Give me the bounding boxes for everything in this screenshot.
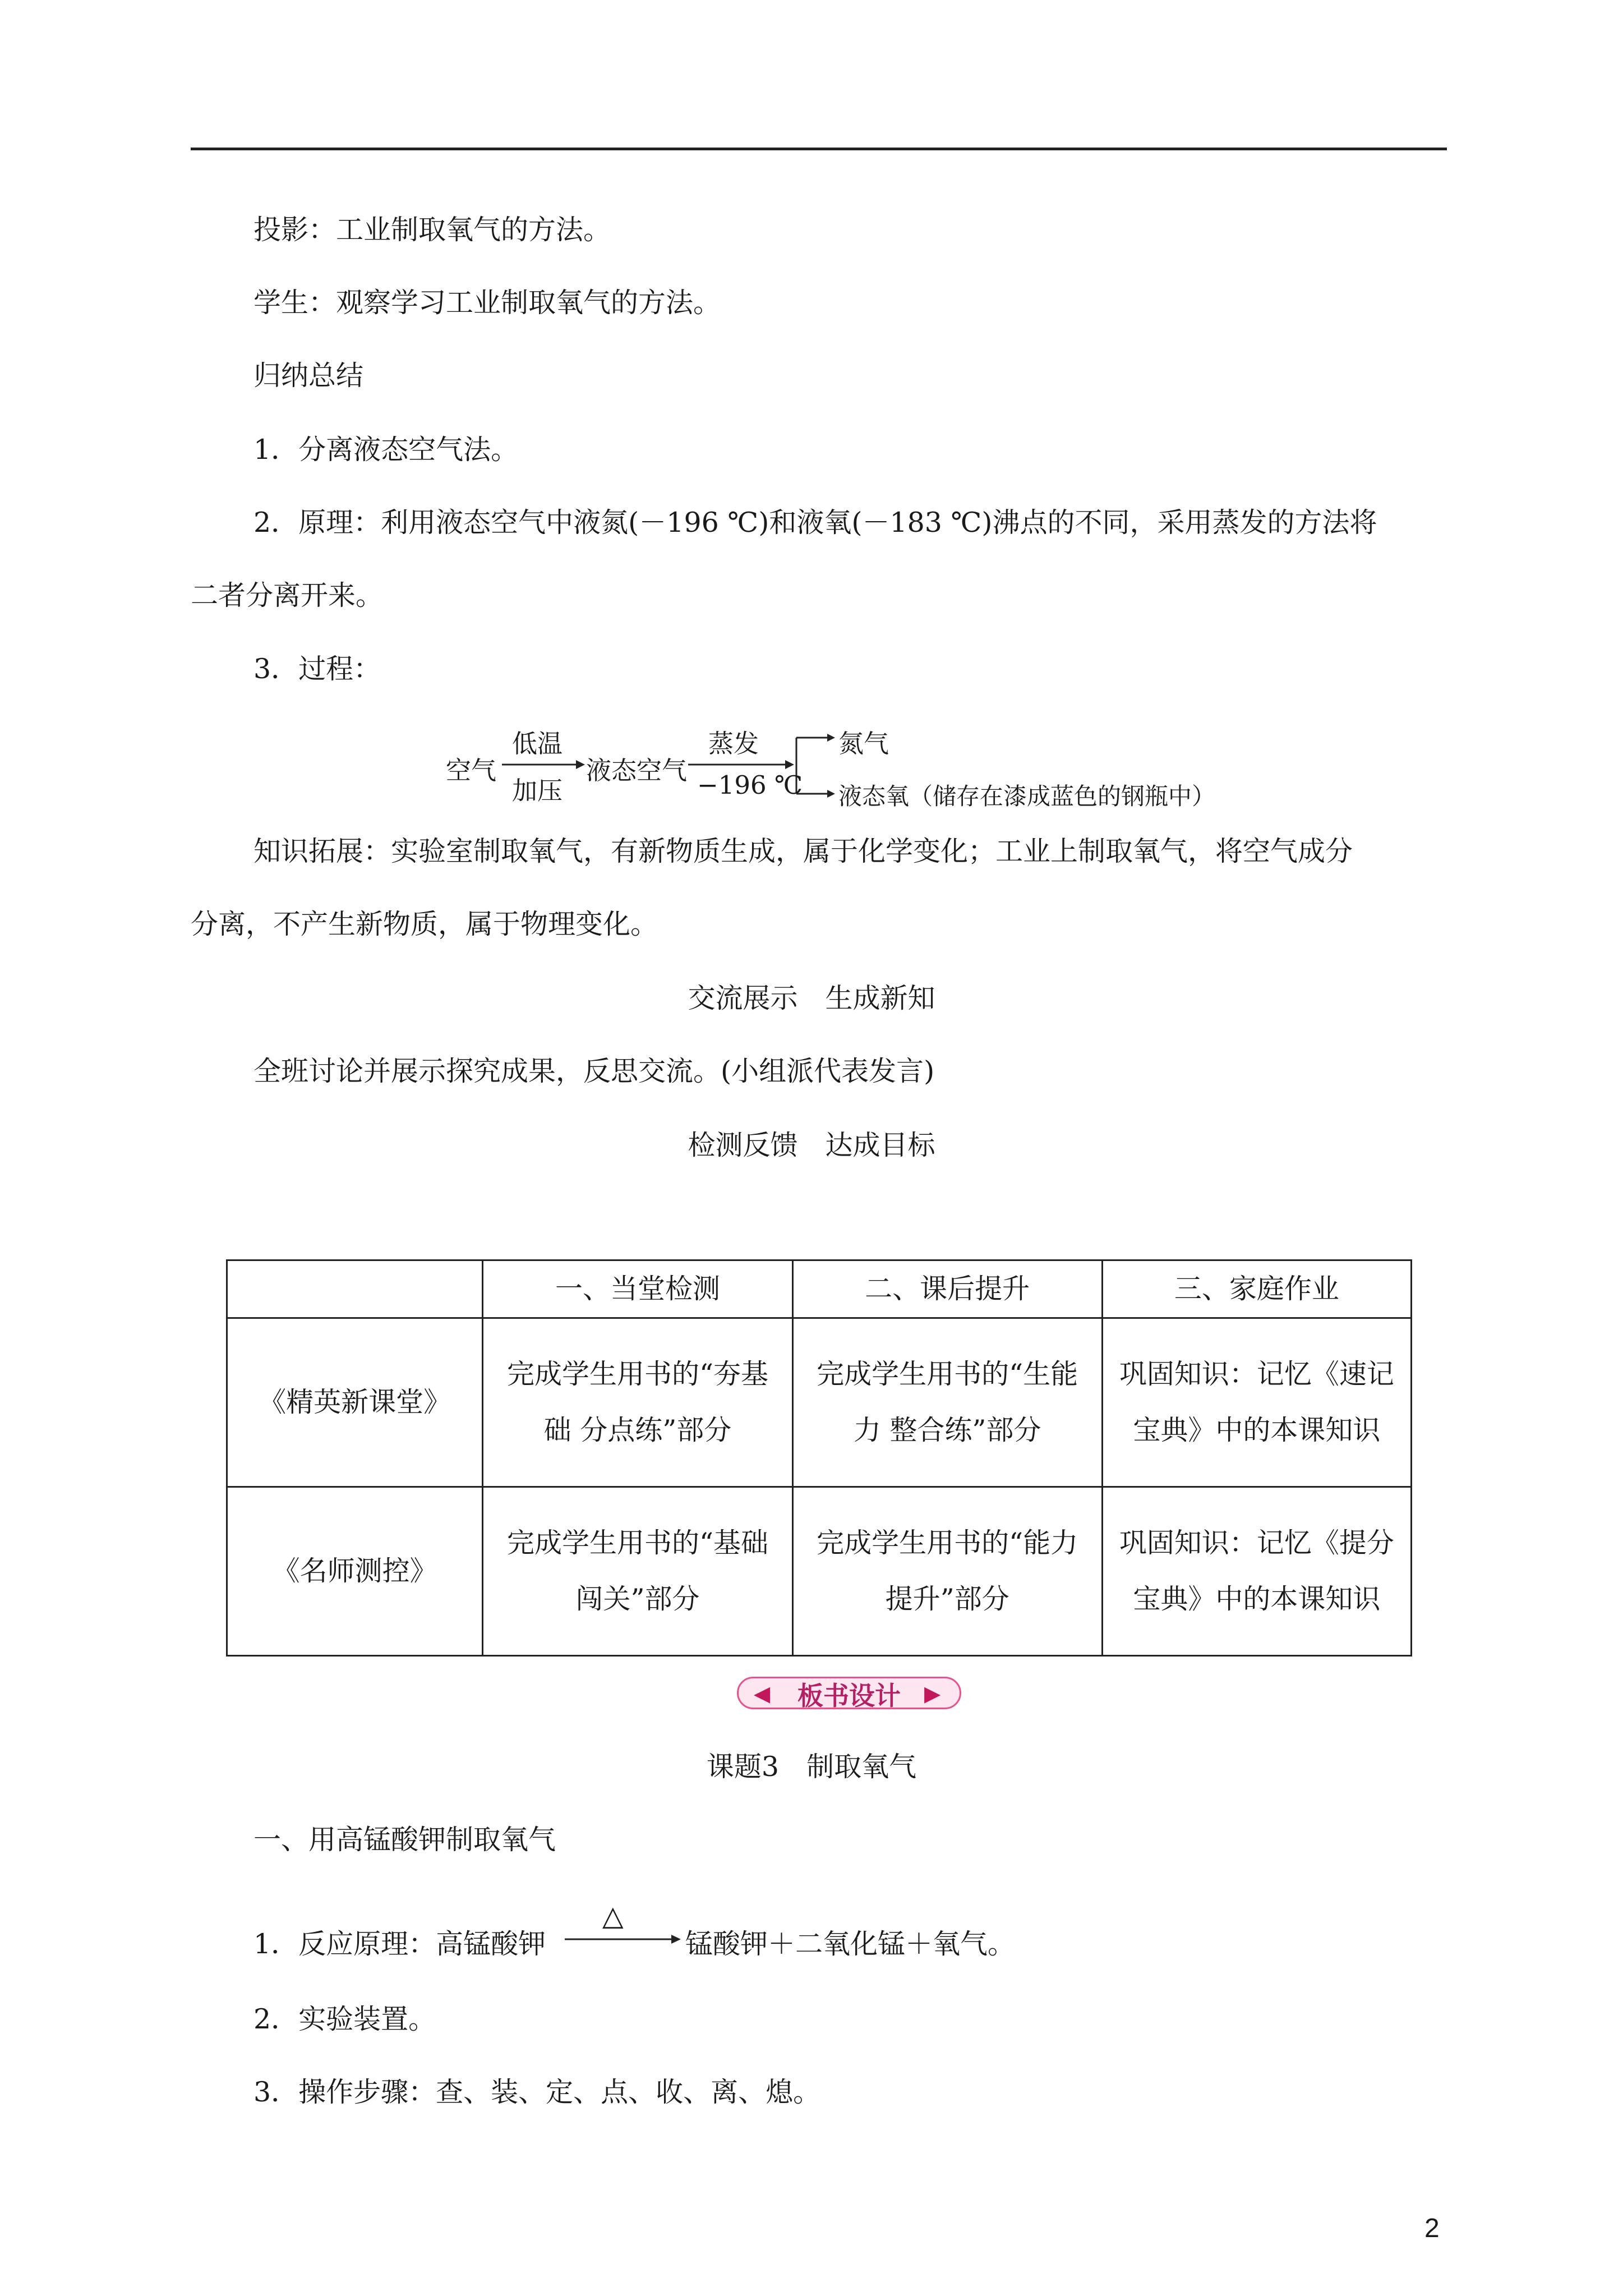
- chevron-right-icon: ▶: [924, 1681, 941, 1706]
- table-cell: 完成学生用书的“生能力 整合练”部分: [792, 1318, 1102, 1487]
- flow-evap-top: 蒸发: [708, 729, 759, 758]
- reaction-equation: [253, 1900, 1263, 1972]
- homework-table: [226, 1259, 1412, 1657]
- flow-air: 空气: [446, 756, 497, 785]
- board-section-2: 2．实验装置。: [253, 2003, 436, 2035]
- reaction-suffix: 锰酸钾＋二氧化锰＋氧气。: [685, 1928, 1016, 1960]
- board-design-badge: [737, 1673, 961, 1713]
- flow-out-liquid-oxygen: 液态氧（储存在漆成蓝色的钢瓶中）: [838, 783, 1216, 810]
- point-2-line1: 2．原理：利用液态空气中液氮(－196 ℃)和液氧(－183 ℃)沸点的不同，采用蒸发的方法将: [253, 507, 1377, 539]
- header-rule: [191, 148, 1447, 150]
- table-header-cell: [227, 1260, 483, 1318]
- table-cell: 完成学生用书的“基础闯关”部分: [483, 1487, 792, 1656]
- table-cell: 《精英新课堂》: [227, 1318, 483, 1487]
- flow-out-nitrogen: 氮气: [838, 729, 889, 758]
- point-2-line2: 二者分离开来。: [191, 579, 384, 611]
- table-header-cell: 一、当堂检测: [483, 1260, 792, 1318]
- heat-triangle-icon: △: [602, 1900, 624, 1932]
- table-header-cell: 二、课后提升: [792, 1260, 1102, 1318]
- reaction-prefix: 1．反应原理：高锰酸钾: [253, 1928, 546, 1960]
- page-number: 2: [1424, 2214, 1440, 2243]
- extension-line2: 分离，不产生新物质，属于物理变化。: [191, 908, 658, 940]
- board-section-1: 一、用高锰酸钾制取氧气: [253, 1824, 556, 1856]
- summary-heading: 归纳总结: [253, 360, 364, 392]
- flow-evap-bottom: −196 ℃: [697, 770, 803, 800]
- discussion-line: 全班讨论并展示探究成果，反思交流。(小组派代表发言): [253, 1055, 935, 1087]
- table-header-row: [227, 1260, 1412, 1318]
- badge-label: 板书设计: [797, 1681, 901, 1711]
- table-cell: 《名师测控》: [227, 1487, 483, 1656]
- extension-line1: 知识拓展：实验室制取氧气，有新物质生成，属于化学变化；工业上制取氧气，将空气成分: [253, 835, 1353, 867]
- section-heading-exchange: 交流展示 生成新知: [688, 982, 935, 1014]
- process-flow-diagram: [446, 726, 1287, 811]
- projection-line: 投影：工业制取氧气的方法。: [253, 214, 611, 246]
- flow-liquid-air: 液态空气: [586, 756, 688, 785]
- board-title: 课题3 制取氧气: [706, 1751, 917, 1783]
- point-3: 3．过程：: [253, 653, 381, 685]
- table-row: [227, 1318, 1412, 1487]
- board-section-3: 3．操作步骤：查、装、定、点、收、离、熄。: [253, 2076, 821, 2108]
- section-heading-feedback: 检测反馈 达成目标: [688, 1129, 935, 1161]
- table-header-cell: 三、家庭作业: [1102, 1260, 1411, 1318]
- student-line: 学生：观察学习工业制取氧气的方法。: [253, 287, 721, 319]
- flow-cond-bottom: 加压: [512, 776, 563, 806]
- table-cell: 完成学生用书的“夯基础 分点练”部分: [483, 1318, 792, 1487]
- table-cell: 完成学生用书的“能力提升”部分: [792, 1487, 1102, 1656]
- table-cell: 巩固知识：记忆《速记宝典》中的本课知识: [1102, 1318, 1411, 1487]
- table-cell: 巩固知识：记忆《提分宝典》中的本课知识: [1102, 1487, 1411, 1656]
- table-row: [227, 1487, 1412, 1656]
- point-1: 1．分离液态空气法。: [253, 434, 519, 466]
- chevron-left-icon: ◀: [754, 1681, 771, 1706]
- flow-cond-top: 低温: [512, 729, 563, 758]
